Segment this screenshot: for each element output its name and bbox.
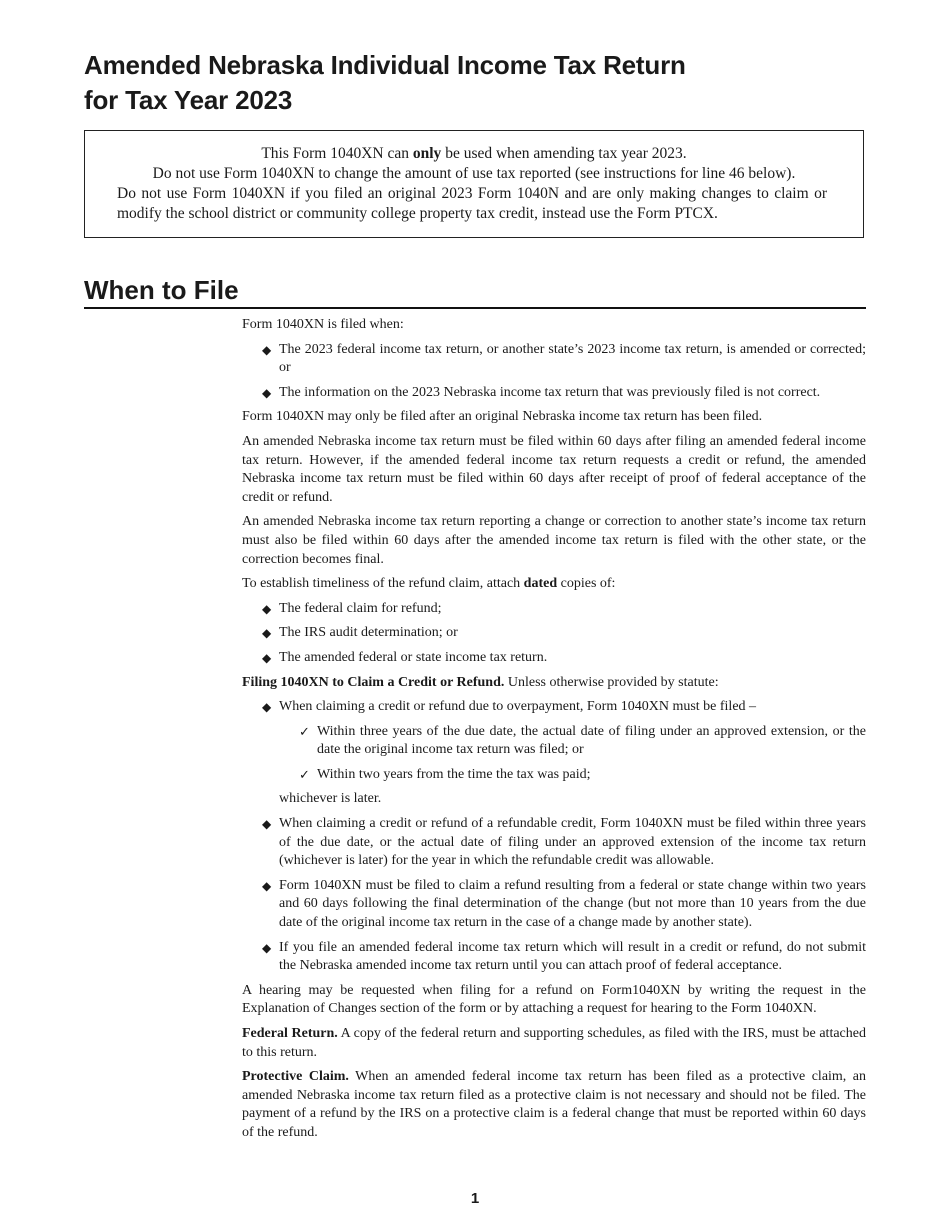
notice-line-2: Do not use Form 1040XN to change the amount of use tax reported (see instructions for line 46 below). — [152, 165, 796, 182]
diamond-bullet-icon: ◆ — [262, 940, 272, 955]
whichever-text: whichever is later. — [279, 791, 382, 807]
para-other-state: An amended Nebraska income tax return reporting a change or correction to another state’s income tax return must also be filed within 60 days after the amended income tax return is filed with the other state, or the correction becomes final. — [242, 514, 866, 567]
intro-text: Form 1040XN is filed when: — [242, 317, 404, 332]
filing-heading: Filing 1040XN to Claim a Credit or Refund. — [242, 674, 505, 690]
list-item-text: When claiming a credit or refund due to overpayment, Form 1040XN must be filed – — [279, 699, 757, 715]
para-federal-return — [242, 1025, 866, 1062]
para-only-after: Form 1040XN may only be filed after an original Nebraska income tax return has been filed. — [242, 409, 763, 425]
para-hearing: A hearing may be requested when filing for a refund on Form1040XN by writing the request in the Explanation of Changes section of the form or by attaching a request for hearing to the Form 1040XN. — [242, 982, 866, 1017]
diamond-bullet-icon: ◆ — [262, 601, 272, 616]
para-protective-claim — [242, 1068, 866, 1142]
copies-list — [242, 600, 866, 668]
notice-line-1 — [85, 144, 863, 164]
list-item-text: The amended federal or state income tax return. — [279, 649, 548, 665]
section-content — [242, 316, 866, 1149]
federal-text: A copy of the federal return and supporting schedules, as filed with the IRS, must be attached to this return. — [242, 1026, 866, 1060]
check-item-text: Within three years of the due date, the actual date of filing under an approved extension, or the date the original income tax return was filed; or — [317, 723, 866, 758]
diamond-bullet-icon: ◆ — [262, 878, 272, 893]
list-item-text: The IRS audit determination; or — [279, 625, 458, 641]
filing-list — [242, 698, 866, 784]
notice-line-1-pre: This Form 1040XN can — [261, 145, 413, 162]
list-item — [242, 384, 866, 403]
notice-line-1-bold: only — [412, 145, 442, 162]
protective-text: When an amended federal income tax return has been filed as a protective claim, an amended Nebraska income tax return filed as a protective claim is not necessary and should not be filed. The payment of a refund by the IRS on a protective claim is a federal change that must be reported within 60 days of the refund. — [242, 1069, 867, 1140]
check-item — [242, 766, 866, 785]
check-item — [242, 723, 866, 760]
notice-line-1-post: be used when amending tax year 2023. — [441, 145, 687, 162]
timeliness-pre: To establish timeliness of the refund claim, attach — [242, 576, 524, 592]
list-item — [242, 600, 866, 619]
section-heading: When to File — [84, 274, 866, 309]
list-item — [242, 939, 866, 976]
page-title — [84, 48, 864, 118]
list-item — [242, 649, 866, 668]
list-item — [242, 877, 866, 933]
diamond-bullet-icon: ◆ — [262, 817, 272, 832]
timeliness-bold: dated — [523, 576, 558, 592]
list-item-text: Form 1040XN must be filed to claim a refund resulting from a federal or state change within two years and 60 days following the final determination of the change (but not more than 10 years from the due date of the original income tax return in the case of a change made by another state). — [279, 877, 866, 931]
list-item — [242, 624, 866, 643]
para-60-days: An amended Nebraska income tax return must be filed within 60 days after filing an amended federal income tax return. However, if the amended federal income tax return requests a credit or refund, the amended Nebraska income tax return must be filed within 60 days after receipt of proof of federal acceptance of the credit or refund. — [242, 433, 866, 505]
list-item — [242, 341, 866, 378]
when-list — [242, 341, 866, 403]
diamond-bullet-icon: ◆ — [262, 700, 272, 715]
notice-line-3: Do not use Form 1040XN if you filed an original 2023 Form 1040N and are only making changes to claim or modify the school district or community college property tax credit, instead use the Form PTCX. — [117, 185, 827, 222]
more-list — [242, 815, 866, 976]
list-item — [242, 698, 866, 717]
list-item-text: The federal claim for refund; — [279, 600, 442, 616]
notice-box — [84, 130, 864, 238]
title-line-1: Amended Nebraska Individual Income Tax Return — [84, 50, 686, 80]
federal-heading: Federal Return. — [242, 1026, 338, 1041]
checkmark-icon: ✓ — [299, 766, 310, 782]
checkmark-icon: ✓ — [299, 723, 310, 739]
timeliness-post: copies of: — [557, 576, 616, 592]
page-number: 1 — [470, 1190, 480, 1207]
list-item-text: The information on the 2023 Nebraska income tax return that was previously filed is not correct. — [279, 384, 821, 400]
diamond-bullet-icon: ◆ — [262, 385, 272, 400]
list-item-text: The 2023 federal income tax return, or another state’s 2023 income tax return, is amended or corrected; or — [279, 341, 866, 376]
list-item-text: When claiming a credit or refund of a refundable credit, Form 1040XN must be filed within three years of the due date, or the actual date of filing under an approved extension of the income tax return (whichever is later) for the year in which the refundable credit was allowable. — [279, 816, 866, 869]
list-item-text: If you file an amended federal income tax return which will result in a credit or refund, do not submit the Nebraska amended income tax return until you can attach proof of federal acceptance. — [279, 939, 866, 974]
filing-intro: Unless otherwise provided by statute: — [504, 674, 719, 690]
protective-heading: Protective Claim. — [242, 1069, 349, 1085]
para-filing — [242, 674, 866, 693]
check-item-text: Within two years from the time the tax was paid; — [317, 766, 591, 782]
diamond-bullet-icon: ◆ — [262, 650, 272, 665]
diamond-bullet-icon: ◆ — [262, 342, 272, 357]
para-timeliness — [242, 575, 866, 594]
diamond-bullet-icon: ◆ — [262, 626, 272, 641]
title-line-2: for Tax Year 2023 — [84, 85, 293, 115]
list-item — [242, 815, 866, 871]
